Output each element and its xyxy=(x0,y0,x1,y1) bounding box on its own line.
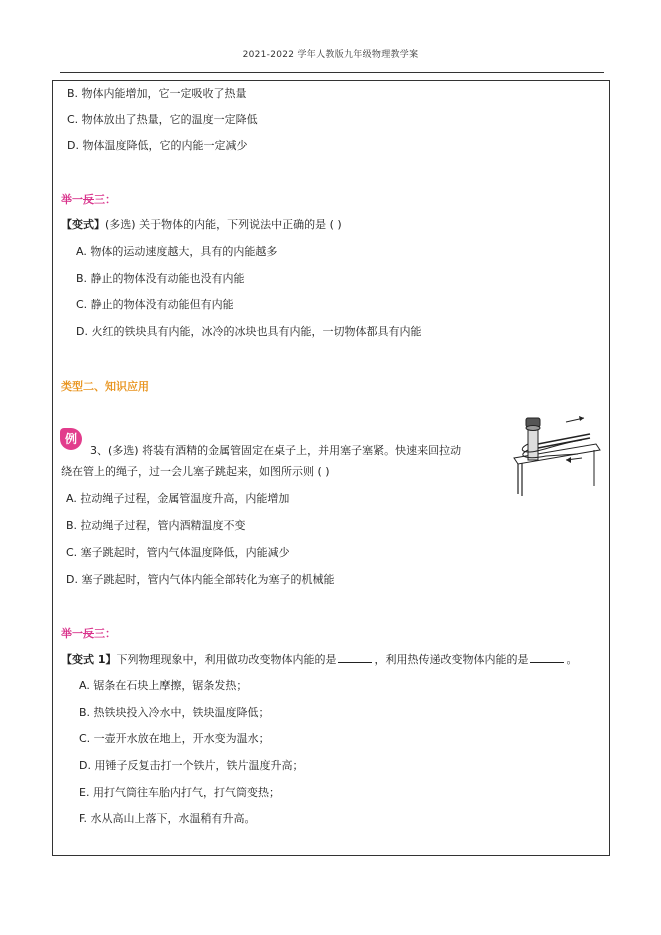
example-stem-line-2: 绕在管上的绳子，过一会儿塞子跳起来，如图所示则 ( ) xyxy=(61,465,330,478)
prev-option-b: B. 物体内能增加，它一定吸收了热量 xyxy=(67,87,247,100)
variant-1-text: (多选) 关于物体的内能，下列说法中正确的是 ( ) xyxy=(105,218,342,231)
answer-blank-1[interactable] xyxy=(338,652,372,663)
juyi-heading-1 xyxy=(61,191,116,207)
example-option-c: C. 塞子跳起时，管内气体温度降低，内能减少 xyxy=(66,546,290,559)
variant-1-option-c: C. 静止的物体没有动能但有内能 xyxy=(76,298,234,311)
example-stem-line-1: 3、(多选) 将装有酒精的金属管固定在桌子上，并用塞子塞紧。快速来回拉动 xyxy=(90,444,462,457)
variant-2-stem xyxy=(61,652,577,667)
variant-1-option-b: B. 静止的物体没有动能也没有内能 xyxy=(76,272,245,285)
variant-1-option-d: D. 火红的铁块具有内能，冰冷的冰块也具有内能，一切物体都具有内能 xyxy=(76,325,422,338)
section-2-title: 类型二、知识应用 xyxy=(61,380,149,393)
variant-2-option-b: B. 热铁块投入冷水中，铁块温度降低； xyxy=(79,706,270,719)
juyi-strike: 反 xyxy=(83,627,94,640)
example-option-d: D. 塞子跳起时，管内气体内能全部转化为塞子的机械能 xyxy=(66,573,335,586)
variant-1-stem xyxy=(61,218,342,232)
juyi-prefix: 举一 xyxy=(61,193,83,206)
variant-2-option-c: C. 一壶开水放在地上，开水变为温水； xyxy=(79,732,270,745)
variant-2-label: 【变式 1】 xyxy=(61,653,117,666)
variant-2-text-1: 下列物理现象中，利用做功改变物体内能的是 xyxy=(116,653,337,666)
variant-2-option-e: E. 用打气筒往车胎内打气，打气筒变热； xyxy=(79,786,280,799)
juyi-strike: 反 xyxy=(83,193,94,206)
variant-2-text-3: 。 xyxy=(566,653,578,666)
apparatus-figure xyxy=(486,414,602,500)
header-rule xyxy=(60,72,604,73)
variant-2-option-f: F. 水从高山上落下，水温稍有升高。 xyxy=(79,812,256,825)
variant-2-option-a: A. 锯条在石块上摩擦，锯条发热； xyxy=(79,679,248,692)
variant-1-label: 【变式】 xyxy=(61,218,105,231)
variant-2-option-d: D. 用锤子反复击打一个铁片，铁片温度升高； xyxy=(79,759,304,772)
answer-blank-2[interactable] xyxy=(530,652,564,663)
variant-2-text-2: ，利用热传递改变物体内能的是 xyxy=(374,653,529,666)
example-option-a: A. 拉动绳子过程，金属管温度升高，内能增加 xyxy=(66,492,290,505)
variant-1-option-a: A. 物体的运动速度越大，具有的内能越多 xyxy=(76,245,278,258)
juyi-heading-2 xyxy=(61,625,116,641)
prev-option-c: C. 物体放出了热量，它的温度一定降低 xyxy=(67,113,258,126)
juyi-prefix: 举一 xyxy=(61,627,83,640)
prev-option-d: D. 物体温度降低，它的内能一定减少 xyxy=(67,139,248,152)
juyi-suffix: 三： xyxy=(94,193,116,206)
example-badge: 例 xyxy=(60,428,82,450)
juyi-suffix: 三： xyxy=(94,627,116,640)
example-option-b: B. 拉动绳子过程，管内酒精温度不变 xyxy=(66,519,246,532)
page-header: 2021-2022 学年人教版九年级物理教学案 xyxy=(242,50,419,60)
